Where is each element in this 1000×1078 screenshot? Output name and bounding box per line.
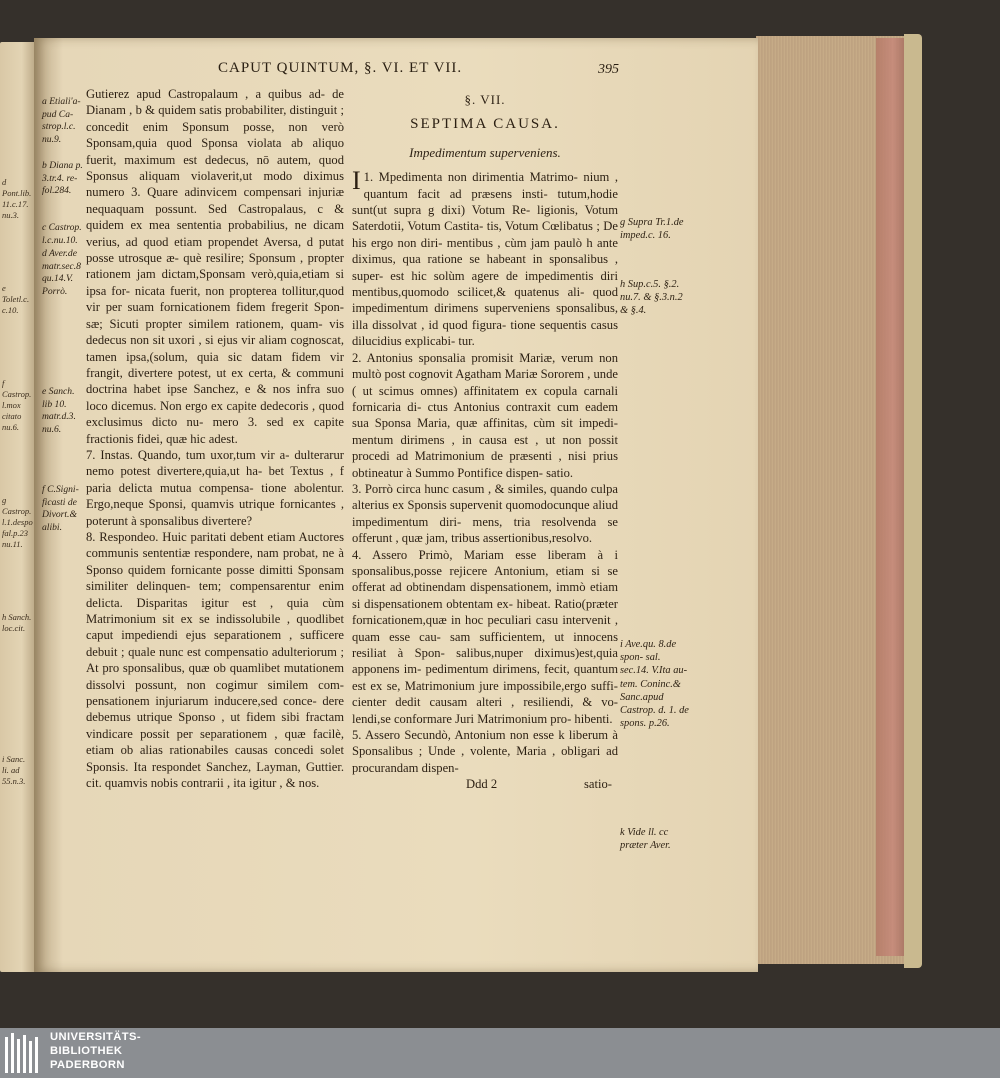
book-cover-edge [904,34,922,968]
margin-note: k Vide ll. cc præter Aver. [620,827,671,852]
section-heading: §. VII. [464,92,506,107]
margin-note: d Aver.de matr.sec.8 qu.14.V. Porrò. [42,248,81,297]
catchword-line [352,776,618,792]
text-column-right [352,92,618,793]
margin-note: c Castrop. l.c.nu.10. [42,222,82,246]
subtitle: Impedimentum superveniens. [409,144,561,160]
footer-bar [0,1028,1000,1078]
paragraph: 3. Porrò circa hunc casum , & similes, quando culpa alterius ex Sponsis supervenit quomodocunque aliud impedimentum diri- mens, tria resolvenda se offerunt , quæ jam, tribus assertionibus,resolvo. [352,481,618,546]
paragraph-text: Mpedimenta non dirimentia Matrimo- nium , quantum facit ad præsens insti- tutum,hodie sunt(ut supra g dixi) Votum Re- ligionis, Votum Saterdotii, Votum Castita- tis, Votum Cœlibatus ; De his ergo non diri- mentibus , cùm jam paulò h ante diximus, qua ratione se habeant in sponsalibus , super- est hic solùm agere de impedimentis diri mentibus,quomodo scilicet,& quatenus ali- quod impedimentum dirimens superveniens sponsalibus, illa dissolvat , id quod figura- tione sequentis casus dilucidius explicabi- tur. [352,170,618,349]
margin-note: f C.Signi- ficasti de Divort.& alibi. [42,484,79,533]
left-page-edge [0,42,36,972]
causa-heading: SEPTIMA CAUSA. [410,116,560,133]
paragraph: 7. Instas. Quando, tum uxor,tum vir a- dulterarur nemo potest divertere,quia,ut ha- bet Textus , f paria delicta mutua compensa- tione abolentur. Ergo,neque Sponsi, quamvis utrique fornicantes , poterunt à sponsalibus divertere? [86,447,344,528]
paragraph [352,166,618,349]
paragraph: 2. Antonius sponsalia promisit Mariæ, verum non multò post cognovit Agatham Mariæ Sororem , unde ( ut scimus omnes) affinitatem ex copula carnali fornicaria di- ctus Antonius contraxit cum eadem sua Sponsa Maria, quæ affinitas, cùm sit impedi- mentum dirimens , in causa est , ut non possit procedi ad Matrimonium de præsenti , nisi prius obtineatur à Summo Pontifice dispen- satio. [352,350,618,480]
left-note: g Castrop. l.1.despo fal.p.23 nu.11. [2,495,33,549]
library-name [50,1030,141,1072]
margin-note: e Sanch. lib 10. matr.d.3. nu.6. [42,386,76,435]
left-note: f Castrop. l.mox citato nu.6. [2,378,32,432]
margin-note: g Supra Tr.1.de imped.c. 16. [620,217,684,242]
library-name-line: UNIVERSITÄTS- [50,1031,141,1043]
paragraph-number: 1. [363,170,374,185]
library-logo-icon [4,1031,44,1075]
margin-note: b Diana p. 3.tr.4. re- fol.284. [42,160,83,197]
margin-note: i Ave.qu. 8.de spon- sal. sec.14. V.Ita au- tem. Coninc.& Sanc.apud Castrop. d. 1. de spons. p.26. [620,639,689,730]
paragraph: 4. Assero Primò, Mariam esse liberam à i sponsalibus,posse rejicere Antonium, etiam si se offerat ad obtinendam dispensationem, immò etiam si dispensationem obtentam ex- hibeat. Ratio(præter fornicationem,quæ in hoc peculiari casu intervenit , quam esse cau- sam sufficientem, ut innocens resiliat à Spon- salibus,nuper diximus)est,quia apponens im- pedimentum dirimens, fecit, quantum est ex se, Matrimonium jure impossibile,ergo suffi- cienter dedit causam alteri , resiliendi, & vo- lendi,se conformare Juri Matrimonium pro- hibenti. [352,547,618,726]
margin-note: a Etiali'a- pud Ca- strop.l.c. nu.9. [42,96,81,145]
margin-note: h Sup.c.5. §.2. nu.7. & §.3.n.2 & §.4. [620,279,683,317]
paragraph: Gutierez apud Castropalaum , a quibus ad- de Dianam , b & quidem satis probabiliter, distinguit ; concedit enim Sponsum posse, non verò Sponsam,quia quod Sponsa violata ab aliquo fuerit, maximum est dedecus, nō autem, quod Sponsus aliquam violaverit,ut modo diximus numero 3. Quare adinvicem compensari injuriæ nequaquam possunt. Sed Castropalaus, c & quidem ex mea sententia probabilius, ne dicam verius, ad quod etiam propendet Aversa, d putat posse utrosque æ- què resilire; Sponsum , propter rationem jam dictam,Sponsam verò,quia,etiam si ipsa for- nicata fuerit, non propterea tollitur,quod vir per suam fornicationem fidem fregerit Spon- sæ; Sicuti propter similem rationem, quam- vis dedecus non sit uxori , si ejus vir aliam cognoscat, tamen ipsa,(solum, quia sic datam fidem vir frangit, divertere potest, ut ex certa, & communi doctrina habet ipse Sanchez, e & nos infra suo loco dicemus. Non ergo ex capite dedecoris , quod exclusimus dicto nu- mero 3. sed ex capite fractionis fidei, quæ hic adest. [86,87,344,446]
left-note: i Sanc. li. ad 55.n.3. [2,754,26,786]
drop-cap: I [352,166,361,196]
left-note: d Pont.lib. 11.c.17. nu.3. [2,177,32,220]
library-name-line: PADERBORN [50,1059,125,1071]
left-note: h Sanch. loc.cit. [2,612,32,633]
text-column-left [86,86,344,791]
paragraph: 8. Respondeo. Huic paritati debent etiam Auctores communis sententiæ respondere, nam probat, ne à Sponso quidem fornicante posse dimitti Sponsam similiter delinquen- tem; compensarentur enim delicta. Disparitas igitur est , quia cùm Matrimonium sit ex se indissolubile , quodlibet caput impediendi ejus separationem , sufficere debuit ; quale nunc est compensatio adulteriorum ; At pro sponsalibus, quæ ob quamlibet mutationem dissolvi possunt, non cogimur similem com- pensationem injuriarum inducere,sed conce- dere debemus utrique Sponso , ut fidem sibi fractam vindicare possit per separationem , quæ facilè, etiam ob alias rationabiles causas concedi solet Sponsis. Ita respondet Sanchez, Layman, Guttier. cit. quamvis nobis contrarii , ita igitur , & nos. [86,529,344,791]
paragraph: 5. Assero Secundò, Antonium non esse k liberum à Sponsalibus ; Unde , volente, Maria , obligari ad procurandam dispen- [352,728,618,775]
catchword: satio- [584,777,612,792]
library-name-line: BIBLIOTHEK [50,1045,123,1057]
page-number: 395 [598,62,619,77]
signature-mark: Ddd 2 [466,777,498,792]
left-note: e Toletl.c. c.10. [2,283,30,315]
running-title: CAPUT QUINTUM, §. VI. ET VII. [218,60,463,76]
left-page-notes [2,177,34,849]
